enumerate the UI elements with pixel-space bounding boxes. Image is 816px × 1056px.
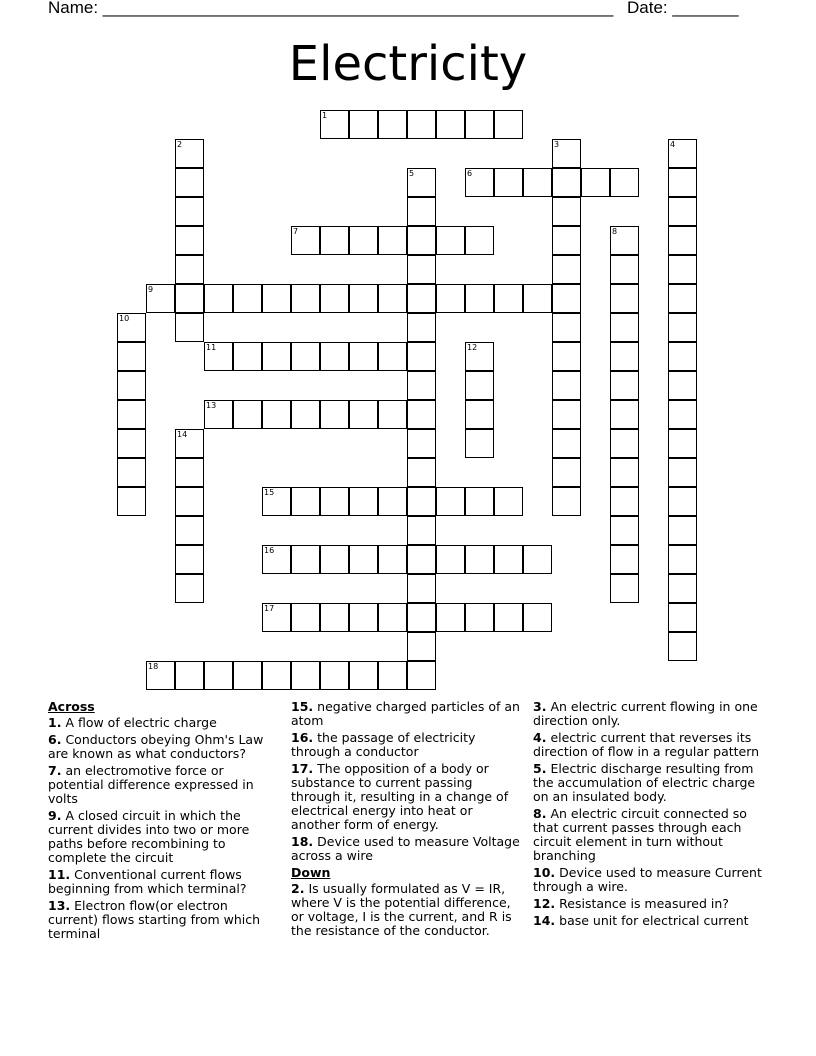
grid-cell[interactable] bbox=[465, 168, 494, 197]
grid-cell[interactable] bbox=[494, 603, 523, 632]
clue-number: 6. bbox=[48, 732, 62, 747]
grid-cell[interactable] bbox=[407, 255, 436, 284]
down-clue bbox=[533, 897, 763, 911]
grid-cell[interactable] bbox=[291, 284, 320, 313]
grid-cell[interactable] bbox=[378, 284, 407, 313]
grid-cell[interactable] bbox=[117, 313, 146, 342]
clue-text: electric current that reverses its direction of flow in a regular pattern bbox=[533, 730, 760, 759]
clue-number: 1. bbox=[48, 715, 62, 730]
grid-cell[interactable] bbox=[523, 545, 552, 574]
grid-cell[interactable] bbox=[668, 313, 697, 342]
clue-number-label: 16 bbox=[264, 546, 275, 555]
clues-column-1 bbox=[48, 700, 278, 944]
grid-cell[interactable] bbox=[262, 284, 291, 313]
grid-cell[interactable] bbox=[610, 371, 639, 400]
grid-cell[interactable] bbox=[291, 661, 320, 690]
clue-text: Device used to measure Current through a wire. bbox=[533, 865, 762, 894]
grid-cell[interactable] bbox=[668, 603, 697, 632]
clue-number: 7. bbox=[48, 763, 62, 778]
grid-cell[interactable] bbox=[668, 342, 697, 371]
grid-cell[interactable] bbox=[610, 255, 639, 284]
grid-cell[interactable] bbox=[407, 487, 436, 516]
grid-cell[interactable] bbox=[465, 371, 494, 400]
across-clue bbox=[48, 899, 278, 941]
clue-text: An electric current flowing in one direction only. bbox=[533, 699, 758, 728]
grid-cell[interactable] bbox=[407, 429, 436, 458]
grid-cell[interactable] bbox=[175, 313, 204, 342]
grid-cell[interactable] bbox=[320, 110, 349, 139]
grid-cell[interactable] bbox=[610, 400, 639, 429]
clue-number-label: 13 bbox=[206, 401, 217, 410]
grid-cell[interactable] bbox=[378, 545, 407, 574]
grid-cell[interactable] bbox=[378, 226, 407, 255]
grid-cell[interactable] bbox=[233, 342, 262, 371]
grid-cell[interactable] bbox=[436, 487, 465, 516]
grid-cell[interactable] bbox=[407, 603, 436, 632]
grid-cell[interactable] bbox=[320, 284, 349, 313]
clue-text: Device used to measure Voltage across a wire bbox=[291, 834, 520, 863]
clue-number: 10. bbox=[533, 865, 556, 880]
down-heading: Down bbox=[291, 865, 331, 880]
across-clue bbox=[291, 731, 521, 759]
grid-cell[interactable] bbox=[610, 487, 639, 516]
clue-text: Electric discharge resulting from the accumulation of electric charge on an insulated body. bbox=[533, 761, 756, 804]
grid-cell[interactable] bbox=[175, 168, 204, 197]
grid-cell[interactable] bbox=[175, 574, 204, 603]
grid-cell[interactable] bbox=[552, 371, 581, 400]
grid-cell[interactable] bbox=[407, 545, 436, 574]
grid-cell[interactable] bbox=[668, 371, 697, 400]
grid-cell[interactable] bbox=[320, 603, 349, 632]
grid-cell[interactable] bbox=[262, 545, 291, 574]
grid-cell[interactable] bbox=[262, 661, 291, 690]
grid-cell[interactable] bbox=[494, 168, 523, 197]
grid-cell[interactable] bbox=[610, 545, 639, 574]
grid-cell[interactable] bbox=[407, 226, 436, 255]
grid-cell[interactable] bbox=[407, 516, 436, 545]
grid-cell[interactable] bbox=[668, 632, 697, 661]
grid-cell[interactable] bbox=[494, 487, 523, 516]
clue-number-label: 3 bbox=[554, 140, 560, 149]
clue-number: 11. bbox=[48, 867, 71, 882]
grid-cell[interactable] bbox=[610, 284, 639, 313]
grid-cell[interactable] bbox=[349, 661, 378, 690]
grid-cell[interactable] bbox=[407, 168, 436, 197]
grid-cell[interactable] bbox=[175, 284, 204, 313]
clue-number-label: 6 bbox=[467, 169, 473, 178]
grid-cell[interactable] bbox=[146, 661, 175, 690]
down-clue bbox=[533, 731, 763, 759]
grid-cell[interactable] bbox=[378, 110, 407, 139]
grid-cell[interactable] bbox=[117, 458, 146, 487]
grid-cell[interactable] bbox=[436, 284, 465, 313]
grid-cell[interactable] bbox=[175, 661, 204, 690]
clue-text: A closed circuit in which the current divides into two or more paths before recombining to complete the circuit bbox=[48, 808, 250, 865]
grid-cell[interactable] bbox=[668, 284, 697, 313]
grid-cell[interactable] bbox=[552, 429, 581, 458]
grid-cell[interactable] bbox=[465, 429, 494, 458]
date-field[interactable]: Date: _______ bbox=[627, 0, 739, 17]
name-field[interactable]: Name: ______________________________________________________ bbox=[48, 0, 614, 17]
down-clue bbox=[533, 866, 763, 894]
grid-cell[interactable] bbox=[291, 487, 320, 516]
grid-cell[interactable] bbox=[407, 400, 436, 429]
grid-cell[interactable] bbox=[291, 342, 320, 371]
grid-cell[interactable] bbox=[349, 342, 378, 371]
grid-cell[interactable] bbox=[407, 197, 436, 226]
clue-text: Conductors obeying Ohm's Law are known as what conductors? bbox=[48, 732, 264, 761]
clue-number-label: 15 bbox=[264, 488, 275, 497]
grid-cell[interactable] bbox=[610, 429, 639, 458]
clue-number: 18. bbox=[291, 834, 314, 849]
grid-cell[interactable] bbox=[436, 545, 465, 574]
grid-cell[interactable] bbox=[552, 226, 581, 255]
grid-cell[interactable] bbox=[349, 110, 378, 139]
grid-cell[interactable] bbox=[204, 661, 233, 690]
clue-number: 13. bbox=[48, 898, 71, 913]
clue-number: 9. bbox=[48, 808, 62, 823]
grid-cell[interactable] bbox=[320, 342, 349, 371]
clue-number-label: 8 bbox=[612, 227, 618, 236]
grid-cell[interactable] bbox=[465, 487, 494, 516]
clue-number: 12. bbox=[533, 896, 556, 911]
grid-cell[interactable] bbox=[175, 139, 204, 168]
grid-cell[interactable] bbox=[523, 603, 552, 632]
grid-cell[interactable] bbox=[378, 661, 407, 690]
grid-cell[interactable] bbox=[668, 226, 697, 255]
grid-cell[interactable] bbox=[407, 371, 436, 400]
grid-cell[interactable] bbox=[407, 313, 436, 342]
grid-cell[interactable] bbox=[552, 342, 581, 371]
grid-cell[interactable] bbox=[436, 603, 465, 632]
grid-cell[interactable] bbox=[668, 458, 697, 487]
grid-cell[interactable] bbox=[465, 226, 494, 255]
grid-cell[interactable] bbox=[262, 400, 291, 429]
grid-cell[interactable] bbox=[407, 661, 436, 690]
grid-cell[interactable] bbox=[436, 226, 465, 255]
grid-cell[interactable] bbox=[552, 168, 581, 197]
clue-number-label: 7 bbox=[293, 227, 299, 236]
clue-number-label: 2 bbox=[177, 140, 183, 149]
clue-number: 8. bbox=[533, 806, 547, 821]
grid-cell[interactable] bbox=[175, 255, 204, 284]
grid-cell[interactable] bbox=[523, 284, 552, 313]
grid-cell[interactable] bbox=[552, 284, 581, 313]
grid-cell[interactable] bbox=[262, 603, 291, 632]
grid-cell[interactable] bbox=[204, 342, 233, 371]
clue-number-label: 11 bbox=[206, 343, 217, 352]
grid-cell[interactable] bbox=[668, 574, 697, 603]
grid-cell[interactable] bbox=[378, 400, 407, 429]
grid-cell[interactable] bbox=[523, 168, 552, 197]
grid-cell[interactable] bbox=[494, 284, 523, 313]
grid-cell[interactable] bbox=[494, 545, 523, 574]
clues-column-2 bbox=[291, 700, 521, 941]
grid-cell[interactable] bbox=[465, 342, 494, 371]
grid-cell[interactable] bbox=[117, 429, 146, 458]
grid-cell[interactable] bbox=[668, 197, 697, 226]
clue-number-label: 1 bbox=[322, 111, 328, 120]
grid-cell[interactable] bbox=[146, 284, 175, 313]
grid-cell[interactable] bbox=[378, 603, 407, 632]
clue-text: base unit for electrical current bbox=[559, 913, 749, 928]
grid-cell[interactable] bbox=[465, 400, 494, 429]
grid-cell[interactable] bbox=[494, 110, 523, 139]
clue-number-label: 18 bbox=[148, 662, 159, 671]
grid-cell[interactable] bbox=[465, 603, 494, 632]
grid-cell[interactable] bbox=[320, 226, 349, 255]
grid-cell[interactable] bbox=[320, 661, 349, 690]
clue-number-label: 17 bbox=[264, 604, 275, 613]
down-clue bbox=[533, 700, 763, 728]
grid-cell[interactable] bbox=[117, 342, 146, 371]
grid-cell[interactable] bbox=[175, 226, 204, 255]
grid-cell[interactable] bbox=[610, 168, 639, 197]
clue-text: Is usually formulated as V = IR, where V is the potential difference, or voltage, I is the current, and R is the resistance of the conductor. bbox=[291, 881, 512, 938]
grid-cell[interactable] bbox=[407, 574, 436, 603]
grid-cell[interactable] bbox=[668, 545, 697, 574]
grid-cell[interactable] bbox=[465, 545, 494, 574]
grid-cell[interactable] bbox=[407, 284, 436, 313]
grid-cell[interactable] bbox=[291, 545, 320, 574]
grid-cell[interactable] bbox=[581, 168, 610, 197]
grid-cell[interactable] bbox=[349, 284, 378, 313]
grid-cell[interactable] bbox=[407, 342, 436, 371]
clue-number: 14. bbox=[533, 913, 556, 928]
clue-number-label: 9 bbox=[148, 285, 154, 294]
clue-number-label: 4 bbox=[670, 140, 676, 149]
clue-number: 4. bbox=[533, 730, 547, 745]
across-clue bbox=[48, 809, 278, 865]
grid-cell[interactable] bbox=[407, 110, 436, 139]
grid-cell[interactable] bbox=[262, 342, 291, 371]
grid-cell[interactable] bbox=[668, 400, 697, 429]
grid-cell[interactable] bbox=[320, 400, 349, 429]
across-clue bbox=[291, 700, 521, 728]
grid-cell[interactable] bbox=[233, 400, 262, 429]
grid-cell[interactable] bbox=[552, 313, 581, 342]
grid-cell[interactable] bbox=[175, 545, 204, 574]
grid-cell[interactable] bbox=[552, 139, 581, 168]
grid-cell[interactable] bbox=[349, 400, 378, 429]
grid-cell[interactable] bbox=[349, 487, 378, 516]
grid-cell[interactable] bbox=[204, 284, 233, 313]
grid-cell[interactable] bbox=[436, 110, 465, 139]
grid-cell[interactable] bbox=[407, 458, 436, 487]
grid-cell[interactable] bbox=[175, 429, 204, 458]
grid-cell[interactable] bbox=[175, 516, 204, 545]
grid-cell[interactable] bbox=[117, 400, 146, 429]
clue-number-label: 10 bbox=[119, 314, 130, 323]
grid-cell[interactable] bbox=[668, 487, 697, 516]
across-clue bbox=[48, 733, 278, 761]
clue-number: 2. bbox=[291, 881, 305, 896]
grid-cell[interactable] bbox=[668, 168, 697, 197]
across-clue bbox=[48, 868, 278, 896]
clue-number-label: 5 bbox=[409, 169, 415, 178]
grid-cell[interactable] bbox=[668, 255, 697, 284]
grid-cell[interactable] bbox=[552, 458, 581, 487]
grid-cell[interactable] bbox=[610, 342, 639, 371]
clue-text: negative charged particles of an atom bbox=[291, 699, 520, 728]
grid-cell[interactable] bbox=[465, 284, 494, 313]
grid-cell[interactable] bbox=[175, 487, 204, 516]
clue-text: An electric circuit connected so that current passes through each circuit element in turn without branching bbox=[533, 806, 747, 863]
grid-cell[interactable] bbox=[175, 458, 204, 487]
grid-cell[interactable] bbox=[465, 110, 494, 139]
across-clue bbox=[291, 762, 521, 832]
grid-cell[interactable] bbox=[117, 371, 146, 400]
grid-cell[interactable] bbox=[378, 342, 407, 371]
page-title: Electricity bbox=[288, 36, 528, 92]
clue-number: 5. bbox=[533, 761, 547, 776]
clue-text: Resistance is measured in? bbox=[559, 896, 729, 911]
down-clue bbox=[533, 762, 763, 804]
clue-number: 17. bbox=[291, 761, 314, 776]
across-clue bbox=[48, 764, 278, 806]
down-clue bbox=[533, 914, 763, 928]
grid-cell[interactable] bbox=[175, 197, 204, 226]
grid-cell[interactable] bbox=[291, 226, 320, 255]
grid-cell[interactable] bbox=[610, 574, 639, 603]
grid-cell[interactable] bbox=[349, 545, 378, 574]
clue-text: The opposition of a body or substance to current passing through it, resulting in a change of electrical energy into heat or another form of energy. bbox=[291, 761, 509, 832]
grid-cell[interactable] bbox=[552, 197, 581, 226]
clue-number: 15. bbox=[291, 699, 314, 714]
grid-cell[interactable] bbox=[349, 226, 378, 255]
down-clue bbox=[533, 807, 763, 863]
grid-cell[interactable] bbox=[610, 226, 639, 255]
grid-cell[interactable] bbox=[552, 400, 581, 429]
down-clue bbox=[291, 882, 521, 938]
grid-cell[interactable] bbox=[610, 458, 639, 487]
grid-cell[interactable] bbox=[291, 603, 320, 632]
clue-text: Electron flow(or electron current) flows starting from which terminal bbox=[48, 898, 261, 941]
grid-cell[interactable] bbox=[610, 313, 639, 342]
grid-cell[interactable] bbox=[233, 661, 262, 690]
clue-number-label: 12 bbox=[467, 343, 478, 352]
clue-text: Conventional current flows beginning from which terminal? bbox=[48, 867, 247, 896]
clue-number: 16. bbox=[291, 730, 314, 745]
grid-cell[interactable] bbox=[204, 400, 233, 429]
grid-cell[interactable] bbox=[262, 487, 291, 516]
across-heading: Across bbox=[48, 699, 95, 714]
grid-cell[interactable] bbox=[349, 603, 378, 632]
clues-column-3 bbox=[533, 700, 763, 931]
grid-cell[interactable] bbox=[668, 139, 697, 168]
clue-number: 3. bbox=[533, 699, 547, 714]
grid-cell[interactable] bbox=[552, 255, 581, 284]
grid-cell[interactable] bbox=[668, 429, 697, 458]
grid-cell[interactable] bbox=[552, 487, 581, 516]
grid-cell[interactable] bbox=[610, 516, 639, 545]
grid-cell[interactable] bbox=[320, 545, 349, 574]
grid-cell[interactable] bbox=[291, 400, 320, 429]
clue-number-label: 14 bbox=[177, 430, 188, 439]
clue-text: A flow of electric charge bbox=[65, 715, 217, 730]
grid-cell[interactable] bbox=[117, 487, 146, 516]
grid-cell[interactable] bbox=[407, 632, 436, 661]
grid-cell[interactable] bbox=[668, 516, 697, 545]
grid-cell[interactable] bbox=[233, 284, 262, 313]
grid-cell[interactable] bbox=[320, 487, 349, 516]
clue-text: an electromotive force or potential difference expressed in volts bbox=[48, 763, 254, 806]
clue-text: the passage of electricity through a conductor bbox=[291, 730, 476, 759]
across-clue bbox=[291, 835, 521, 863]
grid-cell[interactable] bbox=[378, 487, 407, 516]
across-clue bbox=[48, 716, 278, 730]
